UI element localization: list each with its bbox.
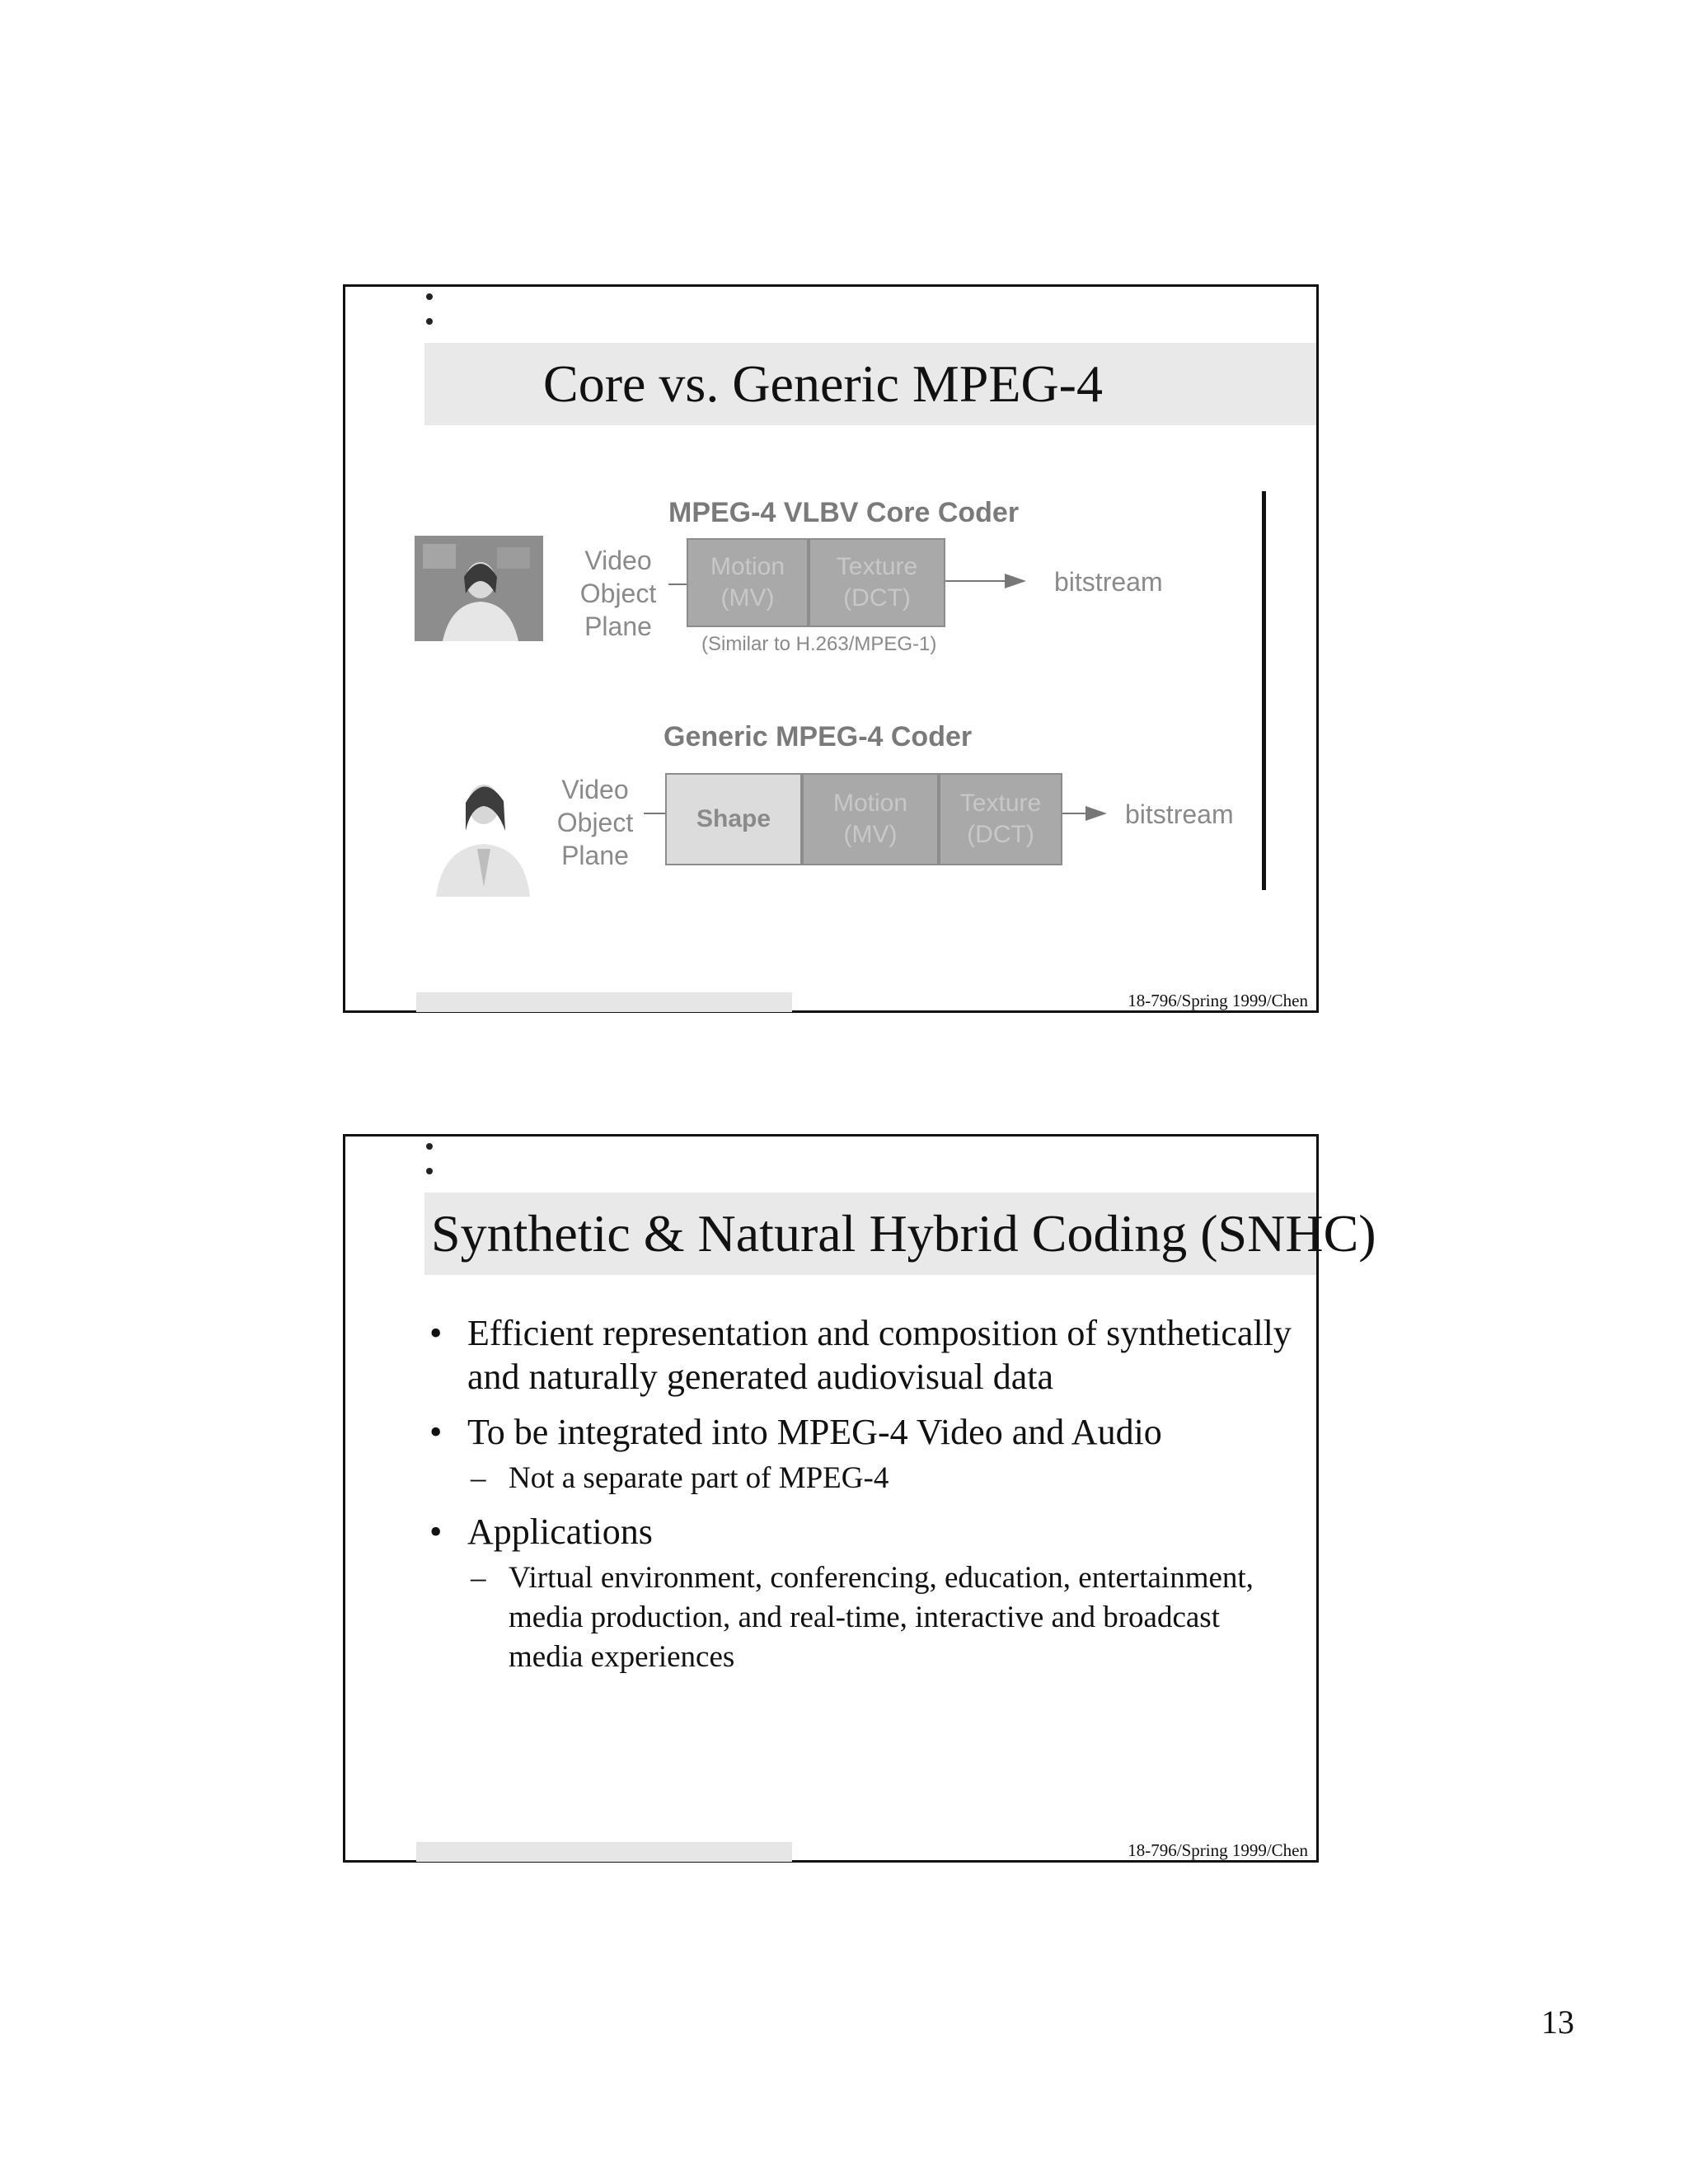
bullet-item: • Efficient representation and composition of synthetically and naturally generated audiovisual data	[424, 1311, 1298, 1399]
generic-input-label: Video Object Plane	[556, 775, 634, 870]
slide-footer: 18-796/Spring 1999/Chen	[1128, 991, 1308, 1010]
footer-band	[416, 992, 792, 1012]
core-input-label: Video Object Plane	[579, 546, 657, 641]
slide-snhc	[343, 1134, 1376, 1863]
core-coder-title: MPEG-4 VLBV Core Coder	[668, 497, 1020, 528]
bullet-item: • Applications	[424, 1510, 1298, 1554]
generic-input-connector	[644, 813, 665, 814]
presenter-photo-2	[431, 763, 533, 897]
slide-core-vs-generic	[343, 284, 1319, 1013]
generic-output-label: bitstream	[1125, 799, 1234, 829]
generic-motion-block: Motion (MV)	[802, 773, 939, 865]
slide-footer: 18-796/Spring 1999/Chen	[1128, 1840, 1308, 1860]
presenter-image-icon	[431, 763, 533, 897]
core-output-label: bitstream	[1054, 567, 1163, 597]
vertical-divider	[1262, 491, 1266, 890]
footer-band	[416, 1842, 792, 1862]
page-number: 13	[1541, 2004, 1574, 2041]
core-arrow-icon	[1005, 574, 1026, 588]
generic-output-line	[1062, 813, 1087, 814]
sub-bullet-item: – Not a separate part of MPEG-4	[424, 1459, 1298, 1498]
core-input-connector	[668, 583, 687, 585]
core-output-line	[945, 580, 1006, 582]
slide-title: Core vs. Generic MPEG-4	[543, 354, 1103, 413]
core-texture-block: Texture (DCT)	[809, 538, 945, 627]
generic-coder-title: Generic MPEG-4 Coder	[663, 721, 973, 752]
sub-bullet-item: – Virtual environment, conferencing, education, entertainment, media production, and real-time, interactive and broadcast media experiences	[424, 1558, 1298, 1677]
generic-arrow-icon	[1085, 806, 1107, 821]
presenter-image-icon	[415, 536, 543, 641]
bullet-list	[424, 1311, 1298, 1689]
core-coder-note: (Similar to H.263/MPEG-1)	[701, 633, 937, 655]
generic-texture-block: Texture (DCT)	[939, 773, 1062, 865]
bullet-item: • To be integrated into MPEG-4 Video and Audio	[424, 1410, 1298, 1454]
core-motion-block: Motion (MV)	[687, 538, 809, 627]
presenter-photo	[415, 536, 543, 641]
slide-title: Synthetic & Natural Hybrid Coding (SNHC)	[431, 1204, 1376, 1263]
generic-shape-block: Shape	[665, 773, 802, 865]
